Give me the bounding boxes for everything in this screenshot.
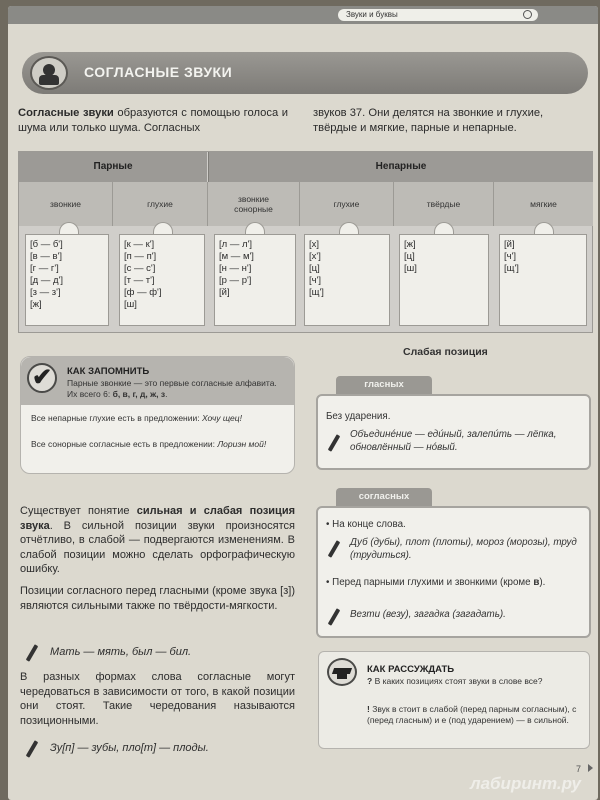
table-cell: [ж] [ц] [ш] [399, 234, 489, 326]
checkmark-icon: ✔ [27, 363, 57, 393]
top-bar [8, 6, 598, 24]
consonants-example: Везти (везу), загадка (загадать). [350, 609, 506, 620]
page [8, 6, 598, 800]
memo-paragraph: Парные звонкие — это первые согласные алфавита. Их всего 6: б, в, г, д, ж, з. [67, 378, 277, 399]
search-input[interactable] [338, 9, 538, 21]
memo-box [20, 356, 295, 474]
search-text: Звуки и буквы [346, 10, 398, 19]
body-paragraph: Существует понятие сильная и слабая позиция звука. В сильной позиции звуки произносятся отчётливо, в слабой — подвергаются изменениям. В слабой позиции можно сделать орфографическую ошибку. [20, 505, 295, 575]
tab-vowels: гласных [336, 376, 432, 394]
table-cell: [х] [х'] [ц] [ч'] [щ'] [304, 234, 390, 326]
pencil-icon [328, 540, 340, 558]
memo-title: КАК ЗАПОМНИТЬ [67, 366, 150, 377]
pencil-icon [26, 644, 38, 662]
intro-left-text: образуются с помощью голоса и шума или только шума. Согласных [18, 107, 288, 134]
paired-header: Парные [19, 152, 207, 182]
table-cell: [б — б'] [в — в'] [г — г'] [д — д'] [з — з'] [ж] [25, 234, 109, 326]
table-cell: [й] [ч'] [щ'] [499, 234, 587, 326]
pencil-icon [328, 434, 340, 452]
unpaired-header: Непарные [208, 152, 593, 182]
intro-right: звуков 37. Они делятся на звонкие и глухие, твёрдые и мягкие, парные и непарные. [313, 107, 544, 134]
reasoning-box [318, 651, 590, 749]
consonants-rule: • На конце слова. [326, 519, 406, 530]
watermark: лабиринт.ру [470, 774, 581, 793]
col-header: звонкие [19, 182, 113, 226]
consonants-rule: • Перед парными глухими и звонкими (кроме в). [326, 577, 546, 588]
search-icon[interactable] [523, 10, 532, 19]
graduation-cap-icon [327, 658, 357, 686]
page-number: 7 [576, 764, 582, 774]
memo-paragraph: Все сонорные согласные есть в предложении: Лориэн мой! [31, 439, 267, 449]
col-header: глухие [300, 182, 394, 226]
col-header: мягкие [494, 182, 593, 226]
next-arrow-icon[interactable] [588, 764, 593, 772]
body-paragraph: Позиции согласного перед гласными (кроме звука [з]) являются сильными также по твёрдости-мягкости. [20, 585, 295, 612]
vowels-box [316, 394, 591, 470]
consonants-box [316, 506, 591, 638]
consonants-example: Дуб (дубы), плот (плоты), мороз (морозы), труд (трудиться). [350, 537, 577, 561]
table-cell: [к — к'] [п — п'] [с — с'] [т — т'] [ф — ф'] [ш] [119, 234, 205, 326]
table-cell: [л — л'] [м — м'] [н — н'] [р — р'] [й] [214, 234, 296, 326]
section-banner [22, 52, 588, 94]
memo-paragraph: Все непарные глухие есть в предложении: Хочу щец! [31, 413, 243, 423]
reader-icon [30, 56, 68, 90]
col-header: звонкие сонорные [208, 182, 300, 226]
vowels-rule: Без ударения. [326, 411, 391, 422]
vowels-example: Объединéние — едúный, залепúть — лёпка, обновлённый — нóвый. [350, 429, 557, 453]
intro-left [18, 106, 288, 136]
reasoning-answer: ! Звук в стоит в слабой (перед парным согласным), с (перед гласным) и е (под ударением) — в сильной. [367, 704, 577, 725]
pencil-icon [26, 740, 38, 758]
reasoning-question: ? В каких позициях стоят звуки в слове все? [367, 676, 543, 686]
reasoning-title: КАК РАССУЖДАТЬ [367, 664, 455, 675]
tab-consonants: согласных [336, 488, 432, 506]
section-title: СОГЛАСНЫЕ ЗВУКИ [84, 64, 233, 80]
col-header: твёрдые [394, 182, 494, 226]
intro-term: Согласные звуки [18, 107, 114, 119]
example-text: Мать — мять, был — бил. [50, 646, 192, 658]
weak-position-heading: Слабая позиция [403, 346, 488, 358]
body-paragraph: В разных формах слова согласные могут чередоваться в зависимости от того, в какой позиции они стоят. Такие чередования называются позиционными. [20, 671, 295, 727]
pencil-icon [328, 608, 340, 626]
consonants-table [18, 151, 593, 333]
example-text: Зу[п] — зубы, пло[т] — плоды. [50, 742, 209, 754]
col-header: глухие [113, 182, 208, 226]
